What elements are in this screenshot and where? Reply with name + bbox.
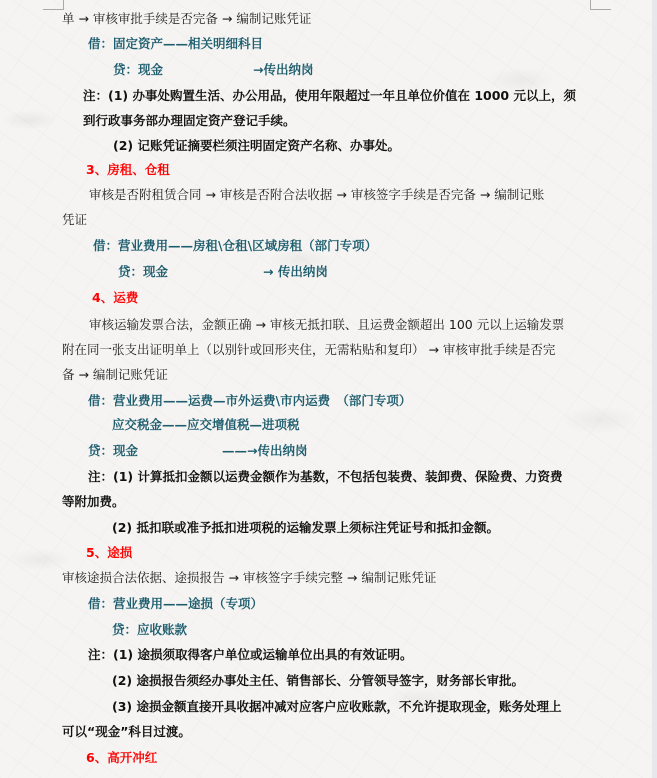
note-text: 注：(1) 途损须取得客户单位或运输单位出具的有效证明。 (88, 647, 413, 662)
section-heading-freight: 4、运费 (92, 290, 139, 305)
process-flow-text: 审核是否附租赁合同 → 审核是否附合法收据 → 审核签字手续是否完备 → 编制记账 (89, 187, 545, 202)
note-text: 注：(1) 办事处购置生活、办公用品，使用年限超过一年且单位价值在 1000 元以上，须 (83, 88, 576, 103)
scrollbar-track[interactable] (652, 0, 657, 778)
credit-entry: 贷：现金 (113, 62, 164, 77)
process-flow-text: 单 → 审核审批手续是否完备 → 编制记账凭证 (62, 11, 312, 26)
process-flow-text: 备 → 编制记账凭证 (62, 367, 168, 382)
transfer-note: →传出纳岗 (253, 62, 314, 77)
transfer-note: → 传出纳岗 (263, 264, 328, 279)
debit-entry: 借：营业费用——途损（专项） (88, 596, 264, 611)
debit-entry-tax: 应交税金——应交增值税—进项税 (112, 417, 300, 432)
note-text: 到行政事务部办理固定资产登记手续。 (83, 113, 296, 128)
note-text: 可以“现金”科目过渡。 (62, 724, 191, 739)
section-heading-rent: 3、房租、仓租 (86, 162, 170, 177)
debit-entry: 借：固定资产——相关明细科目 (88, 36, 264, 51)
credit-entry: 贷：现金 (88, 443, 139, 458)
note-text: (3) 途损金额直接开具收据冲减对应客户应收账款，不允许提取现金，账务处理上 (112, 699, 562, 714)
transfer-note: ——→传出纳岗 (222, 443, 308, 458)
process-flow-text: 审核途损合法依据、途损报告 → 审核签字手续完整 → 编制记账凭证 (62, 570, 437, 585)
process-flow-text: 附在同一张支出证明单上（以别针或回形夹住，无需粘贴和复印） → 审核审批手续是否完 (62, 342, 556, 357)
debit-entry: 借：营业费用——运费—市外运费\市内运费 （部门专项） (88, 393, 412, 408)
note-text: (2) 途损报告须经办事处主任、销售部长、分管领导签字，财务部长审批。 (112, 673, 524, 688)
section-heading-overbilling-reversal: 6、高开冲红 (86, 750, 158, 765)
note-text: 等附加费。 (62, 494, 125, 509)
note-text: (2) 记账凭证摘要栏须注明固定资产名称、办事处。 (113, 138, 400, 153)
credit-entry: 贷：现金 (118, 264, 169, 279)
section-heading-transit-loss: 5、途损 (86, 545, 133, 560)
page-corner-mark-right (590, 0, 611, 10)
process-flow-text: 凭证 (62, 212, 88, 227)
page-corner-mark-left (43, 0, 64, 10)
credit-entry: 贷：应收账款 (112, 622, 188, 637)
note-text: (2) 抵扣联或准予抵扣进项税的运输发票上须标注凭证号和抵扣金额。 (112, 520, 499, 535)
note-text: 注：(1) 计算抵扣金额以运费金额作为基数，不包括包装费、装卸费、保险费、力资费 (88, 469, 563, 484)
process-flow-text: 审核运输发票合法，金额正确 → 审核无抵扣联、且运费金额超出 100 元以上运输发票 (89, 317, 565, 332)
debit-entry: 借：营业费用——房租\仓租\区域房租（部门专项） (93, 238, 378, 253)
